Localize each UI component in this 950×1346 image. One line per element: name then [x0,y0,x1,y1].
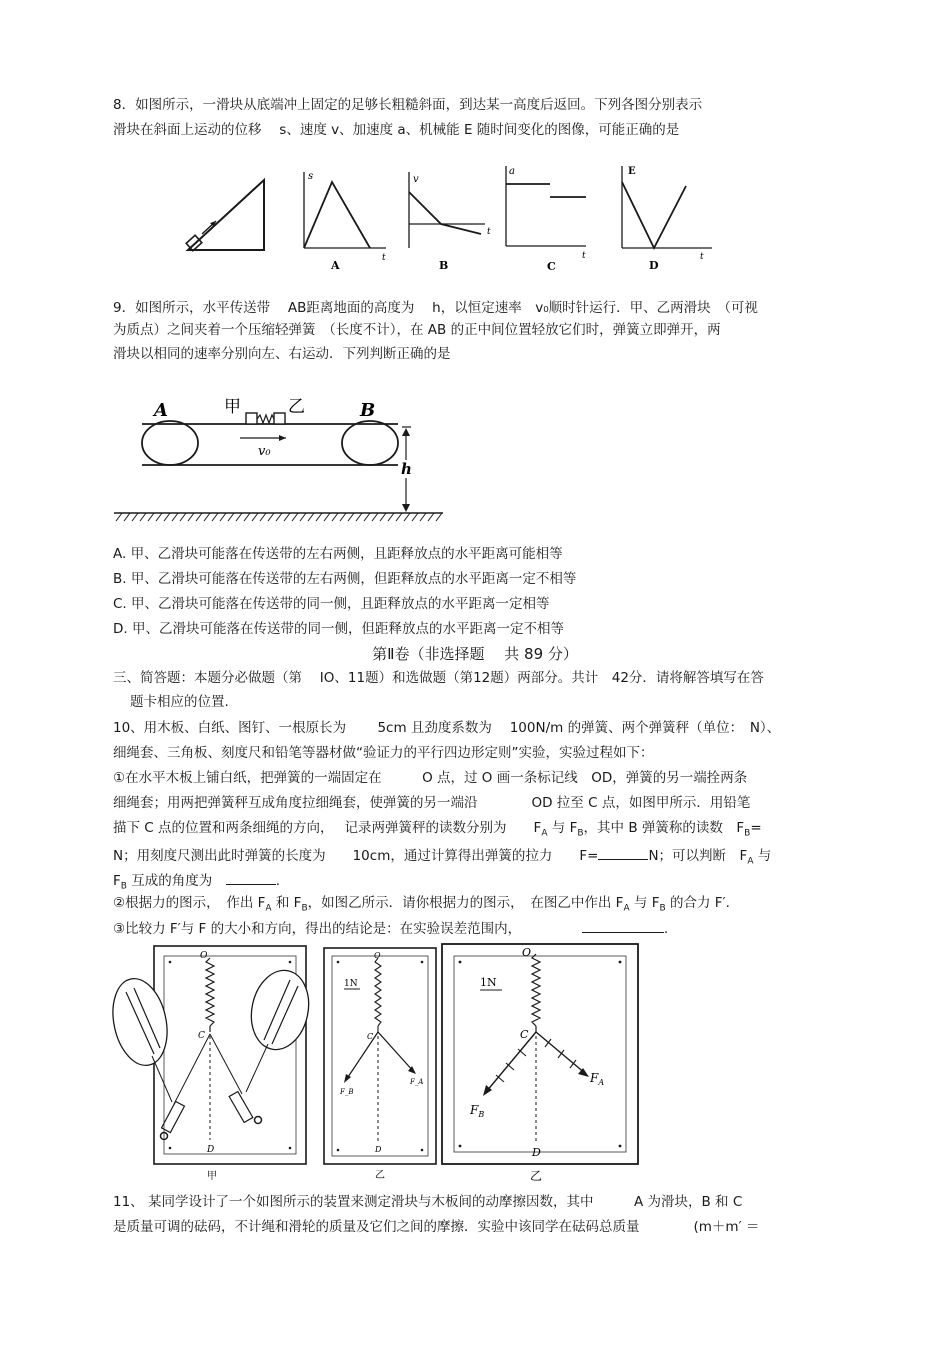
q8-graph-d [616,162,716,276]
q10-yi-large-caption: 乙 [530,1169,543,1183]
q11-line-1: 11、 某同学设计了一个如图所示的装置来测定滑块与木板间的动摩擦因数，其中 A 为滑块，B 和 C [113,1194,743,1210]
q8-graph-d-xlabel: t [700,252,704,262]
q10-figure-yi-large [440,942,640,1186]
q10-jia-caption: 甲 [207,1171,217,1182]
q10-yi-large-scale: 1N [480,976,497,989]
q10-line-6: N；用刻度尺测出此时弹簧的长度为 10cm，通过计算得出弹簧的拉力 F= N；可以判断 $F_A$ 与 [113,845,771,871]
q9-option-c: C. 甲、乙滑块可能落在传送带的同一侧，且距释放点的水平距离一定相等 [113,596,550,612]
q10-line-8: ②根据力的图示， 作出 $F_A$ 和 $F_B$，如图乙所示．请你根据力的图示， 在图乙中作出 $F_A$ 与 $F_B$ 的合力 F′. [113,895,730,914]
q10-yi-large-label-fb: $F_B$ [470,1103,485,1119]
section-intro-1: 三、简答题：本题分必做题（第 IO、11题）和选做题（第12题）两部分。共计 42分．请将解答填写在答 [113,670,764,686]
q8-graph-d-label: D [649,259,659,272]
q9-option-b: B. 甲、乙滑块可能落在传送带的左右两侧，但距释放点的水平距离一定不相等 [113,571,577,587]
q8-graph-a-xlabel: t [382,253,386,263]
q9-line-1: 9．如图所示，水平传送带 AB距离地面的高度为 h，以恒定速率 v₀顺时针运行．甲、乙两滑块 （可视 [113,300,758,316]
q10-yi-large-label-c: C [520,1028,529,1041]
q9-conveyor-figure [112,394,447,526]
q8-incline-figure [180,176,270,256]
q10-line-1: 10、用木板、白纸、图钉、一根原长为 5cm 且劲度系数为 100N/m 的弹簧、两个弹簧秤（单位： N）、 [113,720,781,736]
q9-label-v0: v₀ [258,444,271,459]
q8-line-1: 8．如图所示，一滑块从底端冲上固定的足够长粗糙斜面，到达某一高度后返回。下列各图分别表示 [113,97,703,113]
q9-line-3: 滑块以相同的速率分别向左、右运动．下列判断正确的是 [113,346,451,362]
q10-line-3: ①在水平木板上铺白纸，把弹簧的一端固定在 O 点，过 O 画一条标记线 OD，弹簧的另一端拴两条 [113,770,748,786]
q10-yi-small-label-fb: F_B [340,1088,354,1096]
q10-yi-small-scale: 1N [344,979,358,989]
q8-graph-c-ylabel: a [509,166,515,177]
q10-answer-angle-blank[interactable] [226,870,276,885]
q10-figure-jia [112,944,310,1186]
q8-graph-c-label: C [547,260,556,273]
q9-label-jia: 甲 [224,397,241,417]
q9-line-2: 为质点）之间夹着一个压缩轻弹簧 （长度不计），在 AB 的正中间位置轻放它们时，弹簧立即弹开，两 [113,322,721,338]
q10-yi-large-label-o: O [522,946,532,959]
q10-yi-small-label-c: C [367,1032,374,1041]
q8-graph-c-xlabel: t [582,251,586,261]
q8-graph-a [296,168,396,276]
q10-yi-large-label-fa: $F_A$ [590,1071,605,1087]
q8-graph-a-ylabel: s [308,171,314,182]
q10-yi-small-label-fa: F_A [410,1078,424,1086]
q10-jia-label-c: C [198,1031,205,1041]
q10-line-4: 细绳套；用两把弹簧秤互成角度拉细绳套，使弹簧的另一端沿 OD 拉至 C 点，如图甲所示．用铅笔 [113,795,751,811]
q9-option-a: A. 甲、乙滑块可能落在传送带的左右两侧，且距释放点的水平距离可能相等 [113,546,563,562]
q10-jia-label-d: D [207,1145,215,1155]
q10-line-9: ③比较力 F′与 F 的大小和方向，得出的结论是：在实验误差范围内， . [113,918,668,938]
q9-label-a: A [154,400,168,421]
q9-label-h: h [401,460,412,478]
q8-graph-a-label: A [331,259,340,272]
q10-jia-label-o: O [200,951,208,961]
q8-graph-d-ylabel: E [628,166,636,177]
q10-line-2: 细绳套、三角板、刻度尺和铅笔等器材做“验证力的平行四边形定则”实验，实验过程如下： [113,745,654,761]
q8-graph-b-label: B [439,259,449,272]
q8-line-2: 滑块在斜面上运动的位移 s、速度 v、加速度 a、机械能 E 随时间变化的图像，可能正确的是 [113,122,680,138]
q8-graph-b [403,168,503,276]
section-title: 第Ⅱ卷（非选择题 共 89 分） [372,645,578,663]
q9-label-b: B [360,400,376,421]
section-intro-2: 题卡相应的位置. [130,694,229,710]
q10-yi-large-label-d: D [532,1146,541,1159]
q10-answer-force-blank[interactable] [598,845,648,860]
q10-line-7: $F_B$ 互成的角度为 . [113,870,280,896]
q8-graph-c [500,162,600,276]
q8-graph-b-xlabel: t [487,227,491,237]
q10-yi-small-label-d: D [375,1145,382,1154]
q9-label-yi: 乙 [288,397,305,417]
q11-line-2: 是质量可调的砝码，不计绳和滑轮的质量及它们之间的摩擦．实验中该同学在砝码总质量 (m＋m′ ＝ [113,1219,760,1235]
q10-answer-conclusion-blank[interactable] [582,918,664,933]
q9-option-d: D. 甲、乙滑块可能落在传送带的同一侧，但距释放点的水平距离一定不相等 [113,621,564,637]
q8-graph-b-ylabel: v [413,174,419,185]
q10-yi-small-label-o: O [374,951,381,960]
q10-yi-small-caption: 乙 [375,1170,385,1181]
q10-figure-yi-small [322,946,440,1184]
q10-line-5: 描下 C 点的位置和两条细绳的方向， 记录两弹簧秤的读数分别为 $F_A$ 与 $F_B$，其中 B 弹簧称的读数 $F_B=$ [113,820,762,839]
